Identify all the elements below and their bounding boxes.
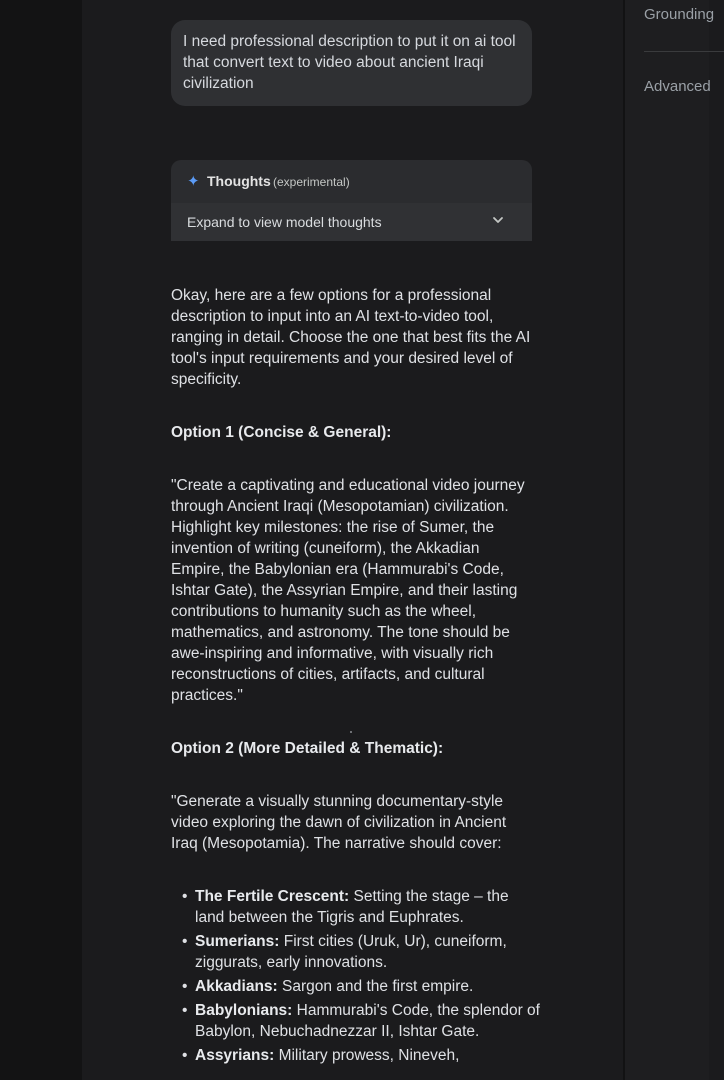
left-gutter — [0, 0, 82, 1080]
bullet-term: Sumerians: — [195, 933, 280, 950]
sparkle-icon: ✦ — [187, 173, 200, 190]
bullet-term: Akkadians: — [195, 978, 278, 995]
option-2-text: "Generate a visually stunning documentary-style video exploring the dawn of civilization in Ancient Iraq (Mesopotamia). The narrative should cover: — [171, 793, 507, 852]
thoughts-title: Thoughts — [207, 173, 271, 189]
list-item — [195, 931, 540, 973]
bullet-desc: First cities (Uruk, Ur), cuneiform, ziggurats, early innovations. — [195, 933, 507, 971]
expand-thoughts-button[interactable] — [171, 203, 532, 241]
list-item — [195, 1045, 540, 1066]
bullet-desc: Sargon and the first empire. — [277, 978, 474, 995]
bullet-desc: Setting the stage – the land between the Tigris and Euphrates. — [195, 888, 509, 926]
bullet-desc: Military prowess, Nineveh, — [274, 1047, 460, 1064]
grounding-setting-label[interactable]: Grounding — [644, 6, 715, 23]
response-intro: Okay, here are a few options for a professional description to input into an AI text-to-video tool, ranging in detail. Choose the one that best fits the AI tool's input requirements and your desired level of specificity. — [171, 287, 531, 388]
model-response — [171, 285, 541, 1069]
option-2-heading: Option 2 (More Detailed & Thematic): — [171, 740, 444, 757]
list-item — [195, 1000, 540, 1042]
settings-divider — [644, 51, 724, 52]
bullet-desc: Hammurabi's Code, the splendor of Babylon, Nebuchadnezzar II, Ishtar Gate. — [195, 1002, 540, 1040]
bullet-term: Babylonians: — [195, 1002, 293, 1019]
advanced-settings-label[interactable]: Advanced — [644, 78, 711, 95]
settings-panel — [623, 0, 715, 1080]
list-item — [195, 886, 540, 928]
cursor-dot — [350, 731, 352, 733]
bullet-term: Assyrians: — [195, 1047, 275, 1064]
user-message-text: I need professional description to put it on ai tool that convert text to video about ancient Iraqi civilization — [183, 33, 516, 92]
list-item — [195, 976, 540, 997]
bullet-term: The Fertile Crescent: — [195, 888, 350, 905]
option-1-heading: Option 1 (Concise & General): — [171, 424, 392, 441]
chevron-down-icon — [489, 211, 507, 229]
option-1-text: "Create a captivating and educational video journey through Ancient Iraqi (Mesopotamian) civilization. Highlight key milestones: the rise of Sumer, the invention of writing (cuneiform), the Akkadian Empire, the Babylonian era (Hammurabi's Code, Ishtar Gate), the Assyrian Empire, and their lasting contributions to humanity such as the wheel, mathematics, and astronomy. The tone should be awe-inspiring and informative, with visually rich reconstructions of cities, artifacts, and cultural practices." — [171, 477, 525, 704]
thoughts-panel — [171, 160, 532, 241]
thoughts-header — [171, 160, 532, 204]
experimental-tag: (experimental) — [273, 175, 350, 189]
expand-thoughts-label: Expand to view model thoughts — [187, 214, 382, 230]
option-2-bullet-list — [171, 886, 540, 1066]
user-message-bubble — [171, 20, 532, 106]
